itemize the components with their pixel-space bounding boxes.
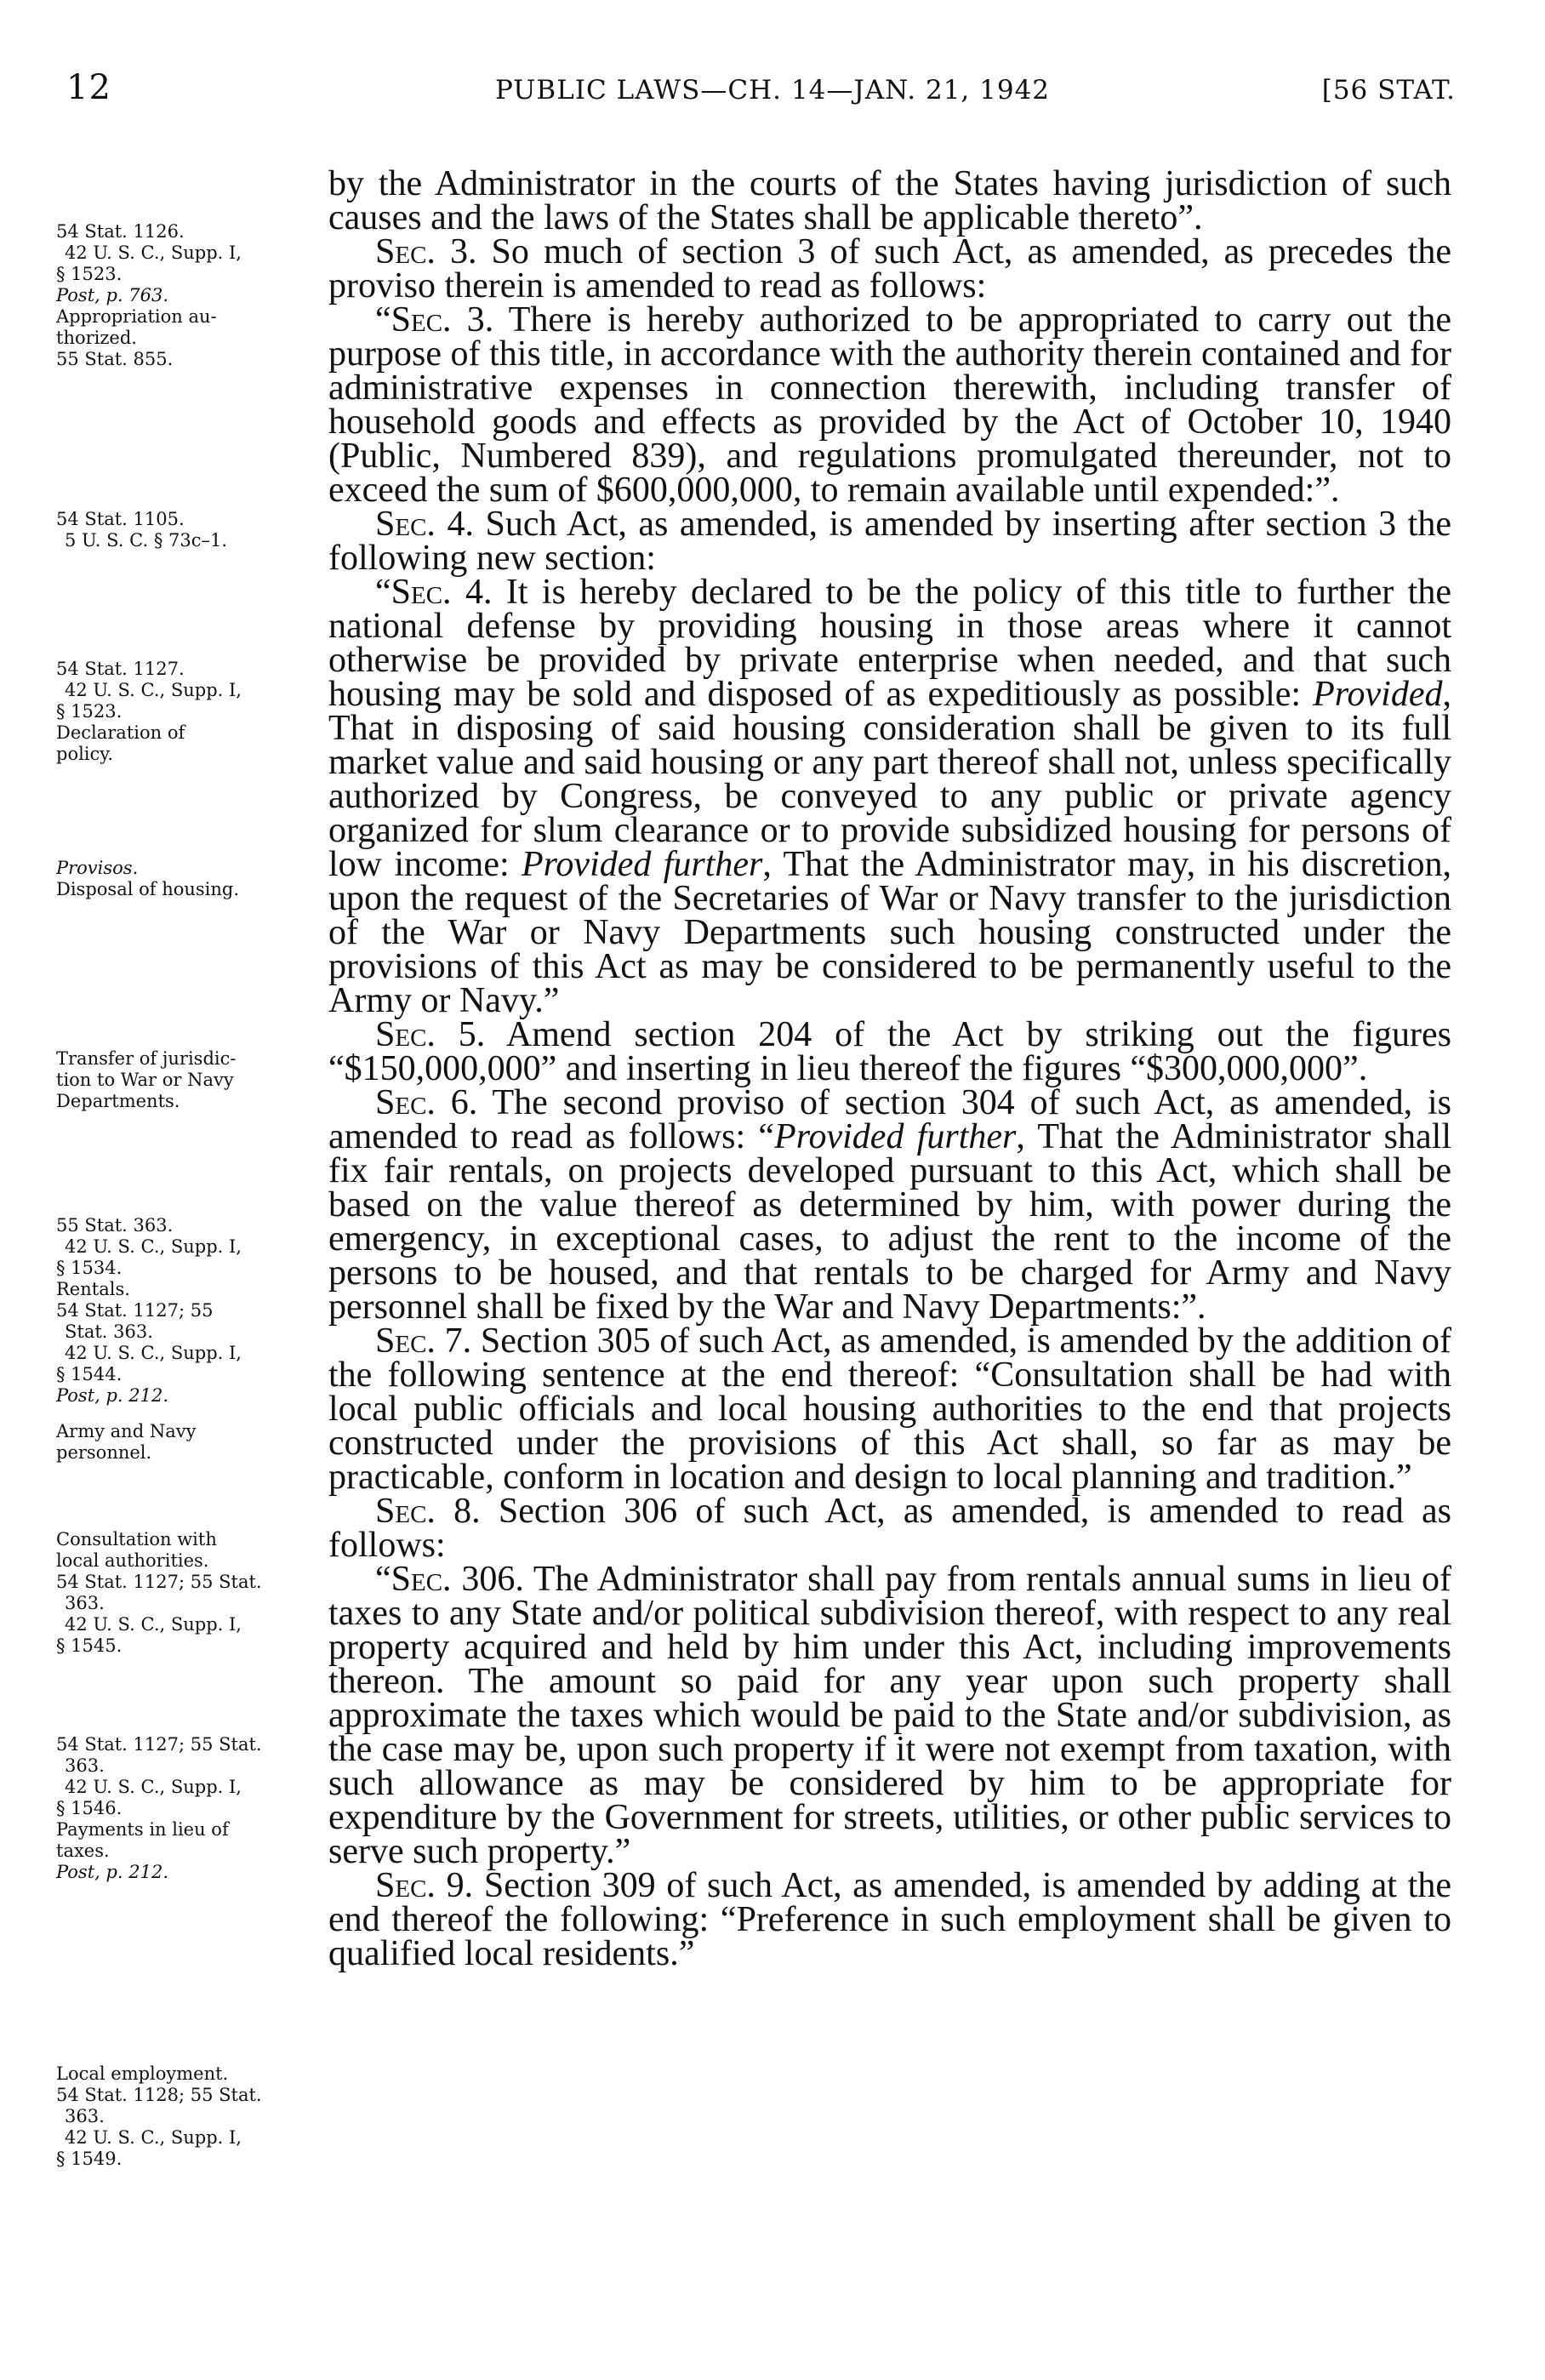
paragraph-text: , That the Administrator may, in his discretion, upon the request of the Secretaries of War or Navy transfer to the jurisdiction of the War or Navy Departments such housing constructed under the provisions of this Act as may be considered to be permanently useful to the Army or Navy.” [328,845,1451,1020]
margin-note [56,1529,324,1657]
margin-note-line: 54 Stat. 1127. [56,659,185,679]
margin-note-line: 363. [65,1593,105,1613]
margin-note-line: 363. [65,1755,105,1776]
margin-note-line: 42 U. S. C., Supp. I, [65,1236,242,1257]
margin-note-line: personnel. [56,1442,152,1463]
margin-note-line: Appropriation au- [56,306,217,327]
margin-note-line: 42 U. S. C., Supp. I, [65,1343,242,1363]
margin-note-line: 54 Stat. 1127; 55 Stat. [56,1572,262,1592]
margin-note [56,2063,324,2170]
margin-note-line: § 1523. [56,264,123,284]
section-paragraph [328,164,1451,237]
section-paragraph [328,1083,1451,1327]
margin-note-line: 54 Stat. 1127; 55 [56,1300,214,1321]
margin-note-line: Army and Navy [56,1421,197,1441]
margin-note-line: Local employment. [56,2063,229,2084]
paragraph-text: It is hereby declared to be the policy of this title to further the national defense by providing housing in those areas where it cannot otherwise be provided by private enterprise when needed, and that such housing may be sold and disposed of as expeditiously as possible: [328,573,1451,714]
section-paragraph [328,300,1451,510]
margin-note-line: § 1534. [56,1258,123,1278]
section-label: Sec. 9. [375,1866,474,1905]
margin-note-line: Provisos. [56,858,139,878]
margin-note-line: Post, p. 763. [56,285,169,305]
section-paragraph [328,505,1451,578]
section-paragraph [328,1562,1451,1869]
margin-note-line: Payments in lieu of [56,1819,229,1840]
margin-note-line: Post, p. 212. [56,1862,169,1882]
margin-note-line: Consultation with [56,1529,217,1550]
paragraph-text: So much of section 3 of such Act, as amended, as precedes the proviso therein is amended to read as follows: [328,232,1451,305]
section-label: Sec. 5. [375,1015,486,1054]
section-label: Sec. 3. [375,232,477,271]
margin-note-line: 5 U. S. C. § 73c–1. [65,530,228,551]
margin-note-line: § 1549. [56,2149,123,2169]
proviso-italic: Provided further [521,845,763,884]
margin-note-line: 42 U. S. C., Supp. I, [65,243,242,263]
paragraph-text: Section 309 of such Act, as amended, is amended by adding at the end thereof the following: “Preference in such employment shall be given to qualified local residents.” [328,1866,1451,1973]
margin-note-line: 42 U. S. C., Supp. I, [65,680,242,700]
margin-note-line: thorized. [56,328,137,348]
paragraph-text: The Administrator shall pay from rentals annual sums in lieu of taxes to any State and/or political subdivision thereof, with respect to any real property acquired and held by him under this Act, including improvements thereon. The amount so paid for any year upon such property shall approximate the taxes which would be paid to the State and/or subdivision, as the case may be, upon such property if it were not exempt from taxation, with such allowance as may be considered by him to be appropriate for expenditure by the Government for streets, utilities, or other public services to serve such property.” [328,1560,1451,1871]
margin-note [56,509,324,551]
margin-note [56,858,324,900]
margin-note-line: Rentals. [56,1279,130,1299]
margin-note [56,1734,324,1883]
margin-note-line: 54 Stat. 1127; 55 Stat. [56,1734,262,1755]
running-title: PUBLIC LAWS—CH. 14—JAN. 21, 1942 [494,75,1051,106]
margin-note [56,1048,324,1112]
margin-note-line: 55 Stat. 363. [56,1215,174,1236]
margin-notes [56,0,324,2380]
section-paragraph [328,232,1451,305]
margin-note-line: Declaration of [56,722,185,743]
paragraph-text: Such Act, as amended, is amended by inserting after section 3 the following new section: [328,505,1451,578]
paragraph-text: Amend section 204 of the Act by striking out the figures “$150,000,000” and inserting in lieu thereof the figures “$300,000,000”. [328,1015,1451,1088]
section-paragraph [328,1866,1451,1973]
proviso-italic: Provided [1313,675,1443,714]
section-label: Sec. 4. [375,505,474,544]
section-label: Sec. 6. [375,1083,478,1122]
section-label: Sec. 8. [375,1492,481,1531]
page-number: 12 [66,68,111,107]
section-paragraph [328,1492,1452,1565]
section-paragraph [328,1015,1451,1088]
section-label: Sec. 7. [375,1321,472,1361]
margin-note-line: § 1546. [56,1798,123,1818]
section-label: “Sec. 4. [375,573,493,612]
margin-note-line: Departments. [56,1091,180,1111]
statute-body [328,164,1452,1973]
paragraph-text: There is hereby authorized to be appropriated to carry out the purpose of this title, in accordance with the authority therein contained and for administrative expenses in connection therewith, including transfer of household goods and effects as provided by the Act of October 10, 1940 (Public, Numbered 839), and regulations promulgated thereunder, not to exceed the sum of $600,000,000, to remain available until expended:”. [328,300,1451,510]
margin-note-line: 42 U. S. C., Supp. I, [65,1777,242,1797]
margin-note-line: 54 Stat. 1126. [56,221,185,242]
margin-note [56,221,324,370]
paragraph-text: Section 306 of such Act, as amended, is amended to read as follows: [328,1492,1452,1565]
margin-note-line: 54 Stat. 1128; 55 Stat. [56,2085,262,2105]
margin-note-line: § 1545. [56,1635,123,1656]
margin-note-line: Transfer of jurisdic- [56,1048,237,1069]
margin-note-line: local authorities. [56,1550,209,1571]
margin-note-line: 363. [65,2106,105,2126]
margin-note-line: taxes. [56,1841,110,1861]
margin-note-line: 42 U. S. C., Supp. I, [65,2127,242,2148]
margin-note-line: Disposal of housing. [56,879,240,899]
section-paragraph [328,575,1451,1018]
section-label: “Sec. 306. [375,1560,524,1599]
margin-note [56,659,324,765]
paragraph-text: The second proviso of section 304 of such Act, as amended, is amended to read as follows: “ [328,1083,1451,1156]
proviso-italic: Provided further [774,1117,1017,1156]
margin-note-line: § 1544. [56,1364,123,1384]
margin-note-line: Post, p. 212. [56,1385,169,1406]
margin-note-line: policy. [56,744,114,764]
section-paragraph [328,1321,1451,1497]
margin-note-line: tion to War or Navy [56,1070,234,1090]
volume-reference: [56 STAT. [1321,75,1456,106]
margin-note-line: 55 Stat. 855. [56,349,174,369]
margin-note [56,1421,324,1464]
paragraph-text: Section 305 of such Act, as amended, is amended by the addition of the following sentence at the end thereof: “Consultation shall be had with local public officials and local housing authorities to the end that projects constructed under the provisions of this Act shall, so far as may be practicable, conform in location and design to local planning and tradition.” [328,1321,1451,1497]
paragraph-text: , That the Administrator shall fix fair rentals, on projects developed pursuant to this Act, which shall be based on the value thereof as determined by him, with power during the emergency, in exceptional cases, to adjust the rent to the income of the persons to be housed, and that rentals to be charged for Army and Navy personnel shall be fixed by the War and Navy Departments:”. [328,1117,1451,1327]
section-label: “Sec. 3. [375,300,494,340]
paragraph-text: , That in disposing of said housing consideration shall be given to its full market value and said housing or any part thereof shall not, unless specifically authorized by Congress, be conveyed to any public or private agency organized for slum clearance or to provide subsidized housing for persons of low income: [328,675,1451,884]
paragraph-text: by the Administrator in the courts of the States having jurisdiction of such causes and the laws of the States shall be applicable thereto”. [328,164,1451,237]
margin-note-line: 42 U. S. C., Supp. I, [65,1614,242,1635]
margin-note [56,1215,324,1407]
margin-note-line: Stat. 363. [65,1321,153,1342]
margin-note-line: § 1523. [56,701,123,722]
margin-note-line: 54 Stat. 1105. [56,509,185,529]
